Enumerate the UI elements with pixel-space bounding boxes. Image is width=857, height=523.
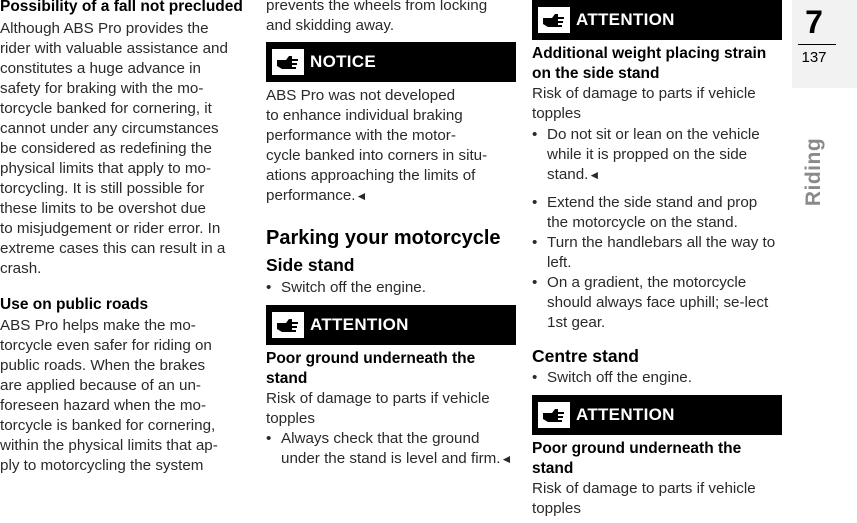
text-line: safety for braking with the mo- (0, 80, 204, 97)
notice-label: NOTICE (310, 52, 377, 71)
section-label (792, 96, 832, 236)
text-line (266, 186, 516, 206)
list-parking-steps (532, 193, 782, 333)
text-fragment: performance. (266, 187, 356, 204)
attention-label: ATTENTION (576, 10, 675, 29)
warning-heading-additional-weight: Additional weight placing strain on the side stand (532, 45, 767, 82)
text-line: ations approaching the limits of (266, 167, 476, 184)
column-right (532, 0, 782, 519)
warning-text: Risk of damage to parts if vehicle topples (266, 390, 490, 427)
heading-fall-not-precluded: Possibility of a fall not precluded (0, 0, 243, 15)
text-line: ABS Pro helps make the mo- (0, 317, 196, 334)
text-line: Although ABS Pro provides the (0, 20, 209, 37)
text-line: cycle banked into corners in situ- (266, 147, 488, 164)
warning-text: Risk of damage to parts if vehicle topples (532, 85, 756, 122)
text-line: prevents the wheels from locking (266, 0, 488, 14)
heading-public-roads: Use on public roads (0, 296, 149, 313)
pointing-hand-icon (538, 7, 570, 33)
chapter-divider (798, 44, 836, 45)
list-do-not-sit (532, 125, 782, 185)
list-item: • Switch off the engine. (266, 278, 516, 298)
heading-side-stand: Side stand (266, 255, 355, 275)
text-line: torcycling. It is still possible for (0, 180, 205, 197)
pointing-hand-icon (272, 49, 304, 75)
chapter-tab (792, 0, 857, 88)
text-line: and skidding away. (266, 17, 395, 34)
end-of-section-triangle-icon: ◄ (355, 189, 368, 203)
list-item (266, 429, 516, 469)
page-number: 137 (801, 49, 827, 66)
warning-heading: Poor ground underneath the stand (266, 350, 476, 387)
text-line: physical limits that apply to mo- (0, 160, 212, 177)
text-line: public roads. When the brakes (0, 357, 206, 374)
text-line: rider with valuable assistance and (0, 40, 228, 57)
pointing-hand-icon (538, 402, 570, 428)
text-line: to misjudgement or rider error. In (0, 220, 221, 237)
heading-centre-stand: Centre stand (532, 346, 639, 366)
list-centre-stand (532, 368, 782, 388)
text-fragment: Always check that the ground under the stand is level and firm. (281, 430, 501, 467)
notice-text (266, 86, 516, 206)
text-line: extreme cases this can result in a (0, 240, 226, 257)
text-line: to enhance individual braking (266, 107, 463, 124)
text-line: these limits to be overshot due (0, 200, 206, 217)
text-line: ply to motorcycling the system (0, 457, 204, 474)
text-line: torcycle even safer for riding on (0, 337, 212, 354)
attention-label: ATTENTION (310, 315, 409, 334)
attention-banner (266, 305, 516, 345)
attention-banner (532, 395, 782, 435)
list-item: • Switch off the engine. (532, 368, 782, 388)
list-item: • Turn the handlebars all the way to left. (532, 233, 782, 273)
list-side-stand (266, 278, 516, 298)
text-line: cannot under any circumstances (0, 120, 219, 137)
list-item (532, 125, 782, 185)
text-line: torcycle banked for cornering, it (0, 100, 212, 117)
text-line: crash. (0, 260, 42, 277)
text-line: foreseen hazard when the mo- (0, 397, 206, 414)
column-left (0, 0, 250, 476)
end-of-section-triangle-icon: ◄ (588, 168, 601, 182)
paragraph-continued (266, 0, 516, 36)
end-of-section-triangle-icon: ◄ (500, 452, 513, 466)
text-line: constitutes a huge advance in (0, 60, 201, 77)
warning-text: Risk of damage to parts if vehicle topples (532, 480, 756, 517)
warning-list (266, 429, 516, 469)
pointing-hand-icon (272, 312, 304, 338)
chapter-number: 7 (805, 4, 823, 40)
warning-heading: Poor ground underneath the stand (532, 440, 742, 477)
notice-banner (266, 42, 516, 82)
text-line: within the physical limits that ap- (0, 437, 218, 454)
text-line: are applied because of an un- (0, 377, 201, 394)
text-fragment: Do not sit or lean on the vehicle while it is propped on the side stand. (547, 126, 760, 183)
attention-banner (532, 0, 782, 40)
text-line: torcycle is banked for cornering, (0, 417, 216, 434)
text-line: ABS Pro was not developed (266, 87, 456, 104)
attention-label: ATTENTION (576, 405, 675, 424)
text-line: be considered as redefining the (0, 140, 212, 157)
paragraph-public-roads (0, 316, 250, 476)
section-title-parking: Parking your motorcycle (266, 227, 501, 249)
paragraph-abs-limits (0, 19, 250, 279)
list-item: • Extend the side stand and prop the motorcycle on the stand. (532, 193, 782, 233)
section-name-riding: Riding (802, 137, 825, 207)
text-line: performance with the motor- (266, 127, 456, 144)
column-middle (266, 0, 516, 469)
list-item: • On a gradient, the motorcycle should always face uphill; se-lect 1st gear. (532, 273, 782, 333)
